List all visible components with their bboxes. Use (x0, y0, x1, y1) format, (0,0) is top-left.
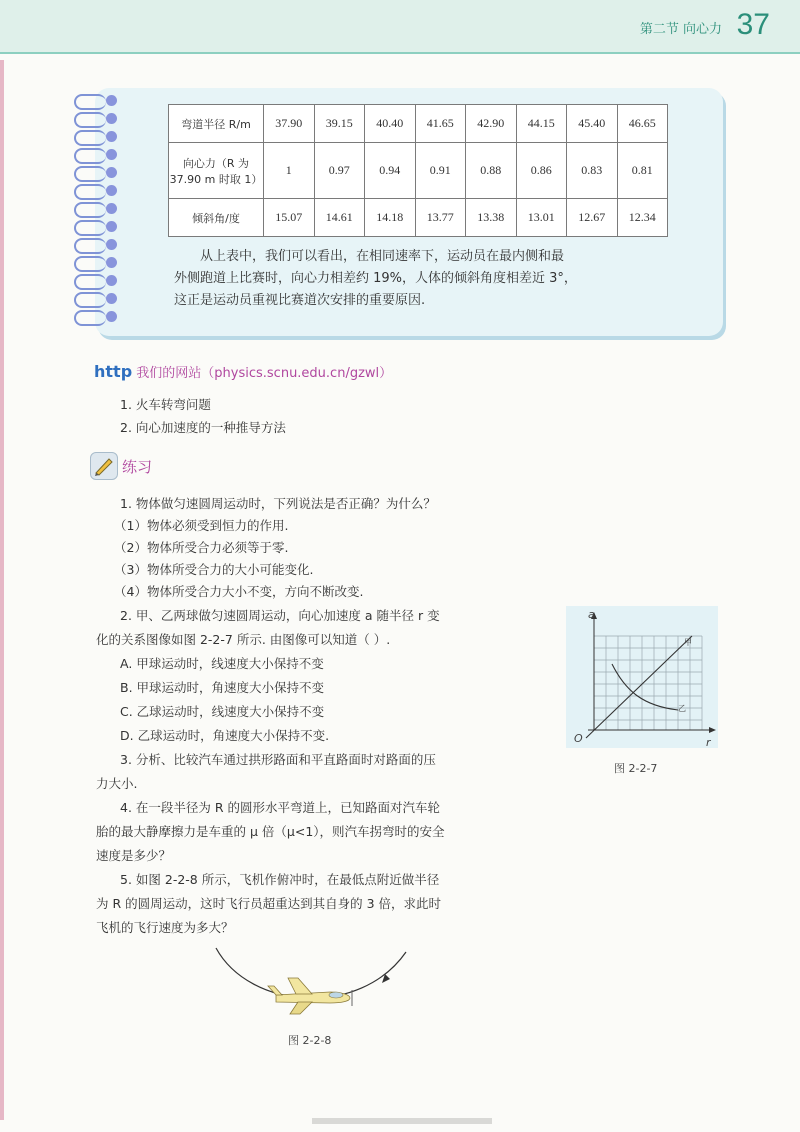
exercise-line: （3）物体所受合力的大小可能变化. (114, 562, 314, 577)
row-label: 弯道半径 R/m (169, 105, 264, 143)
header-divider (0, 52, 800, 54)
table-cell: 1 (264, 143, 315, 199)
table-cell: 15.07 (264, 199, 315, 237)
note-paragraph (174, 246, 694, 312)
pencil-icon (90, 452, 118, 480)
website-item: 2. 向心加速度的一种推导方法 (120, 420, 286, 435)
exercise-line: （2）物体所受合力必须等于零. (114, 540, 289, 555)
exercise-line: 4. 在一段半径为 R 的圆形水平弯道上，已知路面对汽车轮 (120, 800, 441, 815)
table-cell: 0.81 (617, 143, 668, 199)
exercise-line: B. 甲球运动时，角速度大小保持不变 (120, 680, 325, 695)
exercise-line: 力大小. (96, 776, 138, 791)
dive-arc (216, 948, 406, 998)
spiral-binding (74, 92, 124, 332)
axis-label-r: r (706, 736, 711, 749)
table-cell: 39.15 (314, 105, 365, 143)
table-cell: 41.65 (415, 105, 466, 143)
table-cell: 0.91 (415, 143, 466, 199)
table-cell: 14.18 (365, 199, 416, 237)
website-item: 1. 火车转弯问题 (120, 397, 211, 412)
table-cell: 13.38 (466, 199, 517, 237)
table-cell: 44.15 (516, 105, 567, 143)
exercise-line: 速度是多少？ (96, 848, 172, 863)
figure-caption: 图 2-2-8 (288, 1034, 332, 1047)
table-cell: 40.40 (365, 105, 416, 143)
table-row (169, 143, 668, 199)
axis-label-a: a (588, 608, 595, 621)
figure-caption: 图 2-2-7 (614, 762, 658, 775)
exercise-line: 胎的最大静摩擦力是车重的 μ 倍（μ<1），则汽车拐弯时的安全 (96, 824, 445, 839)
http-logo-icon: http (94, 362, 133, 381)
table-cell: 0.97 (314, 143, 365, 199)
table-cell: 45.40 (567, 105, 618, 143)
exercise-line: C. 乙球运动时，线速度大小保持不变 (120, 704, 325, 719)
graph-svg (566, 606, 718, 748)
table-cell: 0.83 (567, 143, 618, 199)
section-title: 第二节 向心力 (639, 22, 722, 37)
airplane-icon (268, 978, 352, 1014)
exercise-title: 练习 (122, 458, 153, 476)
website-heading (94, 362, 392, 381)
page-edge (0, 60, 4, 1120)
table-cell: 42.90 (466, 105, 517, 143)
exercise-line: 为 R 的圆周运动，这时飞行员超重达到其自身的 3 倍，求此时 (96, 896, 442, 911)
row-label-line: 向心力（R 为 (182, 156, 250, 170)
row-label-line: 37.90 m 时取 1） (169, 172, 263, 186)
page-number: 37 (736, 8, 770, 41)
airplane-figure (210, 940, 410, 1020)
exercise-line: 1. 物体做匀速圆周运动时，下列说法是否正确？为什么？ (120, 496, 436, 511)
exercise-line: 2. 甲、乙两球做匀速圆周运动，向心加速度 a 随半径 r 变 (120, 608, 440, 623)
table-row (169, 105, 668, 143)
origin-label: O (574, 732, 583, 745)
series-label-yi: 乙 (678, 704, 686, 713)
table-cell: 14.61 (314, 199, 365, 237)
exercise-line: （1）物体必须受到恒力的作用. (114, 518, 289, 533)
table-cell: 13.77 (415, 199, 466, 237)
website-title[interactable]: 我们的网站（physics.scnu.edu.cn/gzwl） (136, 366, 393, 381)
table-cell: 13.01 (516, 199, 567, 237)
data-table (168, 104, 668, 237)
exercise-line: 5. 如图 2-2-8 所示，飞机作俯冲时，在最低点附近做半径 (120, 872, 440, 887)
exercise-line: 化的关系图像如图 2-2-7 所示. 由图像可以知道（ ）. (96, 632, 391, 647)
table-cell: 0.86 (516, 143, 567, 199)
paragraph-line: 这正是运动员重视比赛道次安排的重要原因. (174, 293, 426, 308)
table-cell: 0.94 (365, 143, 416, 199)
table-cell: 12.34 (617, 199, 668, 237)
table-row (169, 199, 668, 237)
footer-scan-strip (312, 1118, 492, 1124)
paragraph-line: 从上表中，我们可以看出，在相同速率下，运动员在最内侧和最 (200, 249, 565, 264)
paragraph-line: 外侧跑道上比赛时，向心力相差约 19%，人体的倾斜角度相差近 3°， (174, 271, 577, 286)
table-cell: 0.88 (466, 143, 517, 199)
row-label (169, 143, 264, 199)
row-label: 倾斜角/度 (169, 199, 264, 237)
table-cell: 37.90 (264, 105, 315, 143)
table-cell: 12.67 (567, 199, 618, 237)
exercise-line: 飞机的飞行速度为多大？ (96, 920, 234, 935)
figure-2-2-7 (566, 606, 718, 748)
figure-2-2-8 (210, 940, 410, 1020)
exercise-line: A. 甲球运动时，线速度大小保持不变 (120, 656, 324, 671)
exercise-line: 3. 分析、比较汽车通过拱形路面和平直路面时对路面的压 (120, 752, 436, 767)
series-label-jia: 甲 (684, 638, 692, 647)
exercise-line: （4）物体所受合力大小不变，方向不断改变. (114, 584, 364, 599)
exercise-line: D. 乙球运动时，角速度大小保持不变. (120, 728, 330, 743)
table-cell: 46.65 (617, 105, 668, 143)
